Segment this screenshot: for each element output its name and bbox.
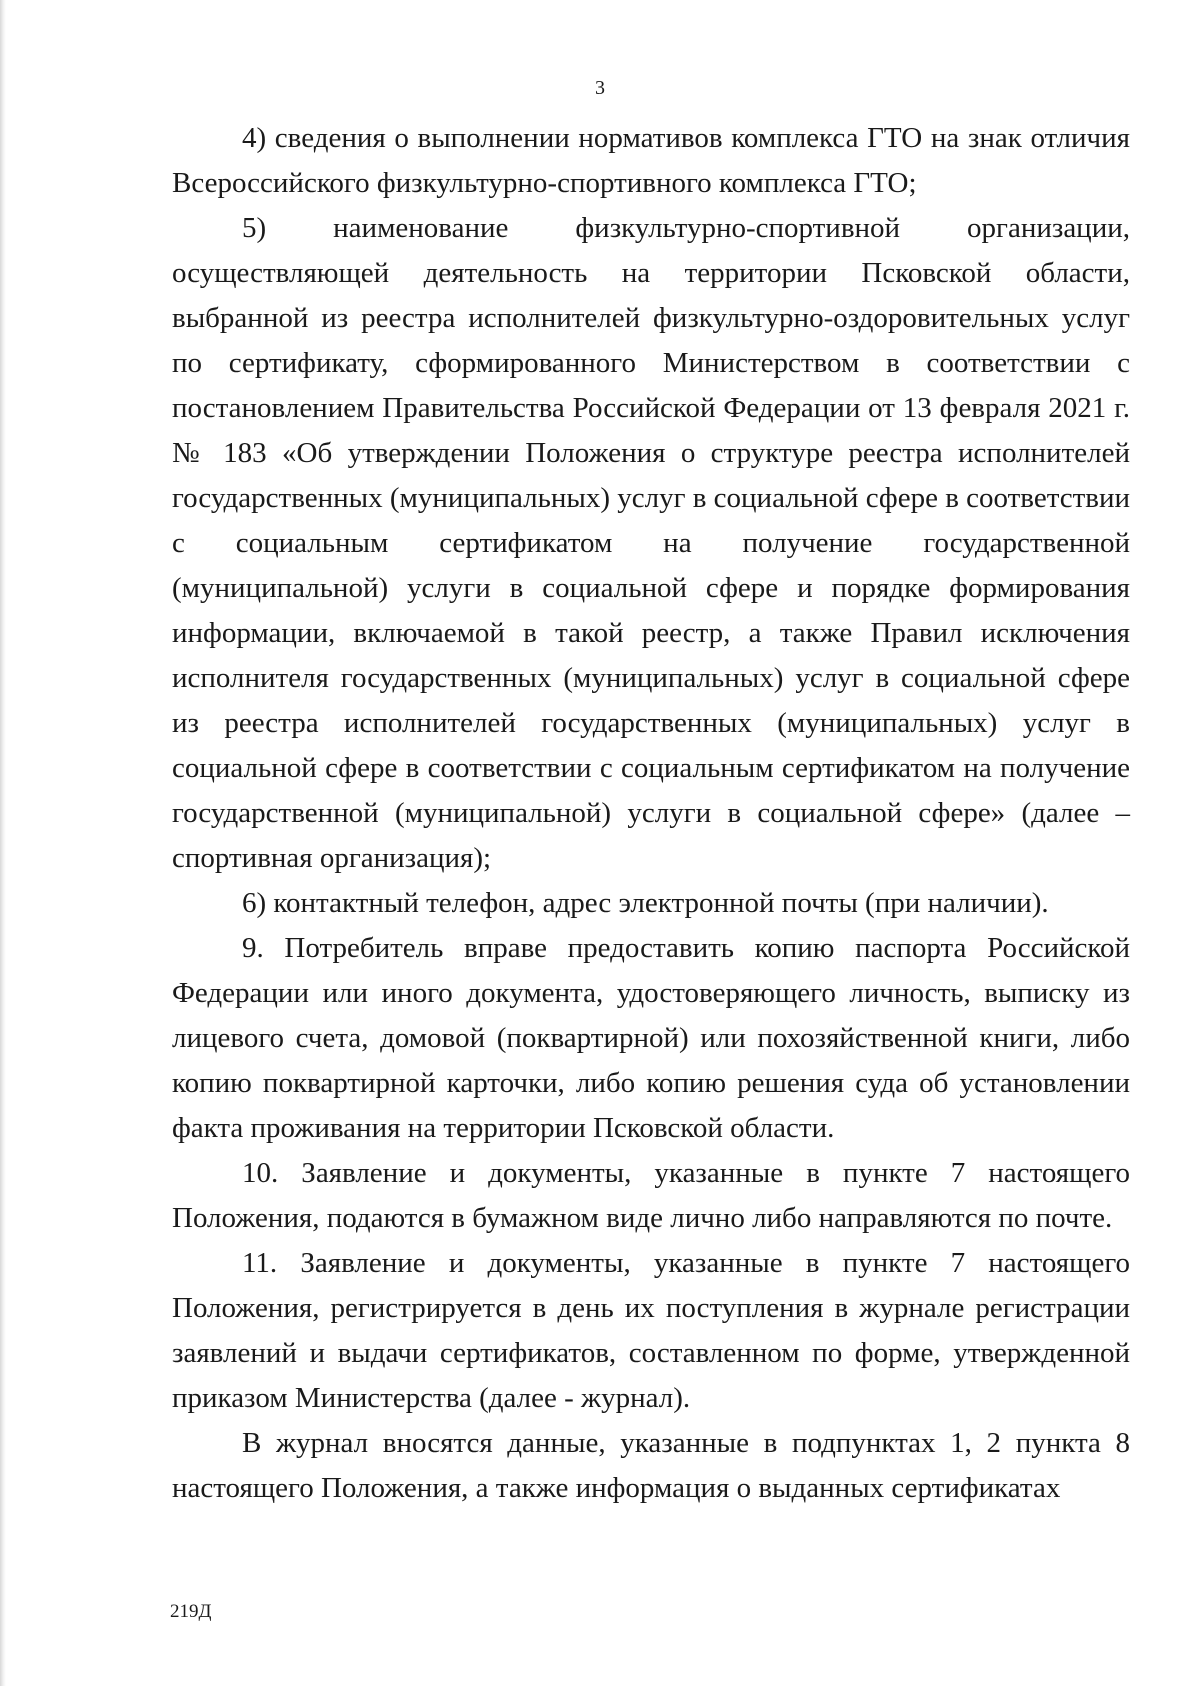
document-code: 219Д	[170, 1601, 212, 1622]
paragraph-item-6: 6) контактный телефон, адрес электронной почты (при наличии).	[242, 887, 1049, 919]
scan-edge-shadow	[0, 0, 6, 1686]
page-number: 3	[595, 77, 605, 99]
paragraph-item-4: 4) сведения о выполнении нормативов комплекса ГТО на знак отличия Всероссийского физкультурно-спортивного комплекса ГТО;	[172, 122, 1130, 199]
paragraph-clause-9: 9. Потребитель вправе предоставить копию паспорта Российской Федерации или иного документа, удостоверяющего личность, выписку из лицевого счета, домовой (поквартирной) или похозяйственной книги, либо копию поквартирной карточки, либо копию решения суда об установлении факта проживания на территории Псковской области.	[172, 932, 1130, 1144]
paragraph-journal: В журнал вносятся данные, указанные в подпунктах 1, 2 пункта 8 настоящего Положения, а также информация о выданных сертификатах	[172, 1427, 1130, 1504]
paragraph-clause-10: 10. Заявление и документы, указанные в пункте 7 настоящего Положения, подаются в бумажном виде лично либо направляются по почте.	[172, 1157, 1130, 1234]
document-body	[172, 116, 1130, 1511]
paragraph-item-5: 5) наименование физкультурно-спортивной организации, осуществляющей деятельность на территории Псковской области, выбранной из реестра исполнителей физкультурно-оздоровительных услуг по сертификату, сформированного Министерством в соответствии с постановлением Правительства Российской Федерации от 13 февраля 2021 г. № 183 «Об утверждении Положения о структуре реестра исполнителей государственных (муниципальных) услуг в социальной сфере в соответствии с социальным сертификатом на получение государственной (муниципальной) услуги в социальной сфере и порядке формирования информации, включаемой в такой реестр, а также Правил исключения исполнителя государственных (муниципальных) услуг в социальной сфере из реестра исполнителей государственных (муниципальных) услуг в социальной сфере в соответствии с социальным сертификатом на получение государственной (муниципальной) услуги в социальной сфере» (далее – спортивная организация);	[172, 212, 1131, 874]
paragraph-clause-11: 11. Заявление и документы, указанные в пункте 7 настоящего Положения, регистрируется в день их поступления в журнале регистрации заявлений и выдачи сертификатов, составленном по форме, утвержденной приказом Министерства (далее - журнал).	[172, 1247, 1130, 1414]
